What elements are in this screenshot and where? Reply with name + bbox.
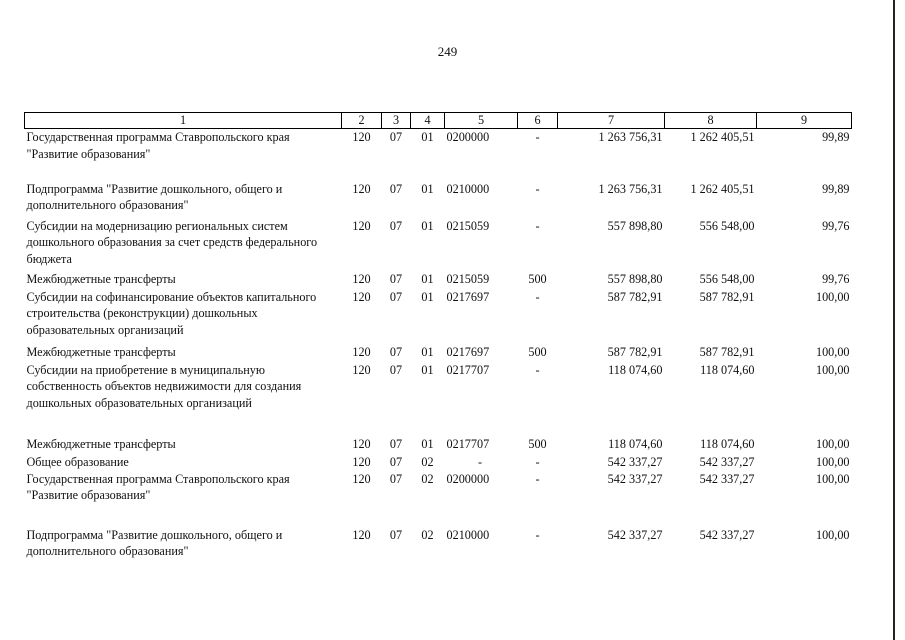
table-row bbox=[25, 344, 852, 362]
cell-col9: 100,00 bbox=[815, 362, 850, 377]
cell-col7: 557 898,80 bbox=[607, 271, 663, 286]
cell-col2: 120 bbox=[352, 181, 371, 196]
cell-col3: 07 bbox=[389, 344, 403, 359]
cell-col6: - bbox=[535, 454, 540, 469]
cell-col9: 100,00 bbox=[815, 527, 850, 542]
cell-col3: 07 bbox=[389, 181, 403, 196]
cell-col4: 01 bbox=[421, 218, 434, 233]
cell-col5: - bbox=[477, 454, 483, 469]
table-row bbox=[25, 181, 852, 218]
page-edge-line bbox=[893, 0, 895, 640]
cell-col2: 120 bbox=[352, 289, 371, 304]
cell-col6: - bbox=[535, 471, 540, 486]
row-name: Субсидии на модернизацию региональных систем дошкольного образования за счет средств федерального бюджета bbox=[26, 218, 318, 266]
cell-col5: 0217707 bbox=[446, 436, 490, 451]
column-header: 6 bbox=[518, 113, 558, 129]
cell-col2: 120 bbox=[352, 218, 371, 233]
cell-col7: 542 337,27 bbox=[607, 471, 663, 486]
row-name: Общее образование bbox=[26, 454, 129, 469]
table-row bbox=[25, 289, 852, 344]
cell-col6: - bbox=[535, 130, 540, 144]
cell-col4: 01 bbox=[421, 362, 434, 377]
table-row bbox=[25, 362, 852, 436]
cell-col2: 120 bbox=[352, 471, 371, 486]
table-header-row bbox=[25, 113, 852, 129]
cell-col7: 557 898,80 bbox=[607, 218, 663, 233]
table-row bbox=[25, 218, 852, 271]
cell-col9: 99,76 bbox=[822, 218, 850, 233]
row-name: Межбюджетные трансферты bbox=[26, 436, 176, 451]
cell-col9: 100,00 bbox=[815, 289, 850, 304]
cell-col8: 1 262 405,51 bbox=[690, 130, 755, 144]
row-name: Субсидии на софинансирование объектов капитального строительства (реконструкции) дошкольных образовательных организаций bbox=[26, 289, 317, 337]
column-header: 4 bbox=[411, 113, 445, 129]
cell-col6: - bbox=[535, 362, 540, 377]
cell-col2: 120 bbox=[352, 527, 371, 542]
cell-col3: 07 bbox=[389, 362, 403, 377]
cell-col5: 0215059 bbox=[446, 271, 490, 286]
cell-col2: 120 bbox=[352, 362, 371, 377]
column-header: 9 bbox=[757, 113, 852, 129]
cell-col2: 120 bbox=[352, 344, 371, 359]
column-header: 8 bbox=[665, 113, 757, 129]
table-row bbox=[25, 471, 852, 527]
row-name: Подпрограмма "Развитие дошкольного, общего и дополнительного образования" bbox=[26, 527, 283, 558]
cell-col8: 542 337,27 bbox=[699, 527, 755, 542]
table-row bbox=[25, 436, 852, 454]
cell-col5: 0215059 bbox=[446, 218, 490, 233]
cell-col8: 542 337,27 bbox=[699, 471, 755, 486]
table-row bbox=[25, 527, 852, 563]
cell-col5: 0200000 bbox=[446, 130, 490, 144]
row-name: Субсидии на приобретение в муниципальную собственность объектов недвижимости для создания дошкольных образовательных организаций bbox=[26, 362, 302, 410]
cell-col6: - bbox=[535, 181, 540, 196]
cell-col7: 587 782,91 bbox=[607, 344, 663, 359]
column-header: 5 bbox=[445, 113, 518, 129]
row-name: Государственная программа Ставропольского края "Развитие образования" bbox=[26, 471, 290, 502]
cell-col6: 500 bbox=[528, 271, 547, 286]
cell-col9: 100,00 bbox=[815, 436, 850, 451]
cell-col8: 556 548,00 bbox=[699, 271, 755, 286]
cell-col9: 99,89 bbox=[822, 181, 850, 196]
cell-col3: 07 bbox=[389, 289, 403, 304]
table-row bbox=[25, 454, 852, 471]
cell-col2: 120 bbox=[352, 454, 371, 469]
cell-col5: 0210000 bbox=[446, 181, 490, 196]
cell-col7: 118 074,60 bbox=[608, 362, 663, 377]
cell-col4: 01 bbox=[421, 181, 434, 196]
cell-col4: 01 bbox=[421, 344, 434, 359]
cell-col8: 587 782,91 bbox=[699, 344, 755, 359]
column-header: 1 bbox=[25, 113, 342, 129]
cell-col2: 120 bbox=[352, 436, 371, 451]
cell-col8: 118 074,60 bbox=[700, 436, 755, 451]
cell-col4: 01 bbox=[421, 130, 434, 144]
page-number: 249 bbox=[437, 44, 458, 59]
budget-table bbox=[24, 112, 852, 563]
cell-col4: 02 bbox=[421, 527, 434, 542]
cell-col5: 0217697 bbox=[446, 344, 490, 359]
cell-col4: 01 bbox=[421, 436, 434, 451]
cell-col7: 587 782,91 bbox=[607, 289, 663, 304]
cell-col8: 1 262 405,51 bbox=[690, 181, 755, 196]
cell-col3: 07 bbox=[389, 527, 403, 542]
row-name: Межбюджетные трансферты bbox=[26, 271, 176, 286]
cell-col8: 118 074,60 bbox=[700, 362, 755, 377]
cell-col4: 01 bbox=[421, 271, 434, 286]
cell-col6: - bbox=[535, 289, 540, 304]
cell-col4: 02 bbox=[421, 454, 434, 469]
cell-col9: 100,00 bbox=[815, 454, 850, 469]
cell-col3: 07 bbox=[389, 454, 403, 469]
cell-col9: 99,89 bbox=[822, 130, 850, 144]
cell-col3: 07 bbox=[389, 436, 403, 451]
cell-col3: 07 bbox=[389, 218, 403, 233]
cell-col8: 542 337,27 bbox=[699, 454, 755, 469]
table-row bbox=[25, 271, 852, 289]
cell-col3: 07 bbox=[389, 271, 403, 286]
cell-col3: 07 bbox=[389, 471, 403, 486]
cell-col7: 542 337,27 bbox=[607, 454, 663, 469]
cell-col9: 100,00 bbox=[815, 344, 850, 359]
cell-col8: 587 782,91 bbox=[699, 289, 755, 304]
cell-col2: 120 bbox=[352, 130, 371, 144]
cell-col5: 0217707 bbox=[446, 362, 490, 377]
cell-col3: 07 bbox=[389, 130, 403, 144]
cell-col7: 542 337,27 bbox=[607, 527, 663, 542]
row-name: Межбюджетные трансферты bbox=[26, 344, 176, 359]
cell-col5: 0200000 bbox=[446, 471, 490, 486]
cell-col2: 120 bbox=[352, 271, 371, 286]
cell-col6: 500 bbox=[528, 436, 547, 451]
cell-col9: 99,76 bbox=[822, 271, 850, 286]
cell-col9: 100,00 bbox=[815, 471, 850, 486]
cell-col6: - bbox=[535, 527, 540, 542]
cell-col8: 556 548,00 bbox=[699, 218, 755, 233]
table-row bbox=[25, 129, 852, 181]
cell-col5: 0210000 bbox=[446, 527, 490, 542]
cell-col6: 500 bbox=[528, 344, 547, 359]
cell-col7: 118 074,60 bbox=[608, 436, 663, 451]
cell-col5: 0217697 bbox=[446, 289, 490, 304]
cell-col6: - bbox=[535, 218, 540, 233]
cell-col7: 1 263 756,31 bbox=[598, 130, 663, 144]
row-name: Государственная программа Ставропольского края "Развитие образования" bbox=[26, 130, 290, 161]
row-name: Подпрограмма "Развитие дошкольного, общего и дополнительного образования" bbox=[26, 181, 283, 212]
column-header: 2 bbox=[342, 113, 382, 129]
cell-col4: 02 bbox=[421, 471, 434, 486]
column-header: 3 bbox=[382, 113, 411, 129]
cell-col7: 1 263 756,31 bbox=[598, 181, 663, 196]
column-header: 7 bbox=[558, 113, 665, 129]
cell-col4: 01 bbox=[421, 289, 434, 304]
